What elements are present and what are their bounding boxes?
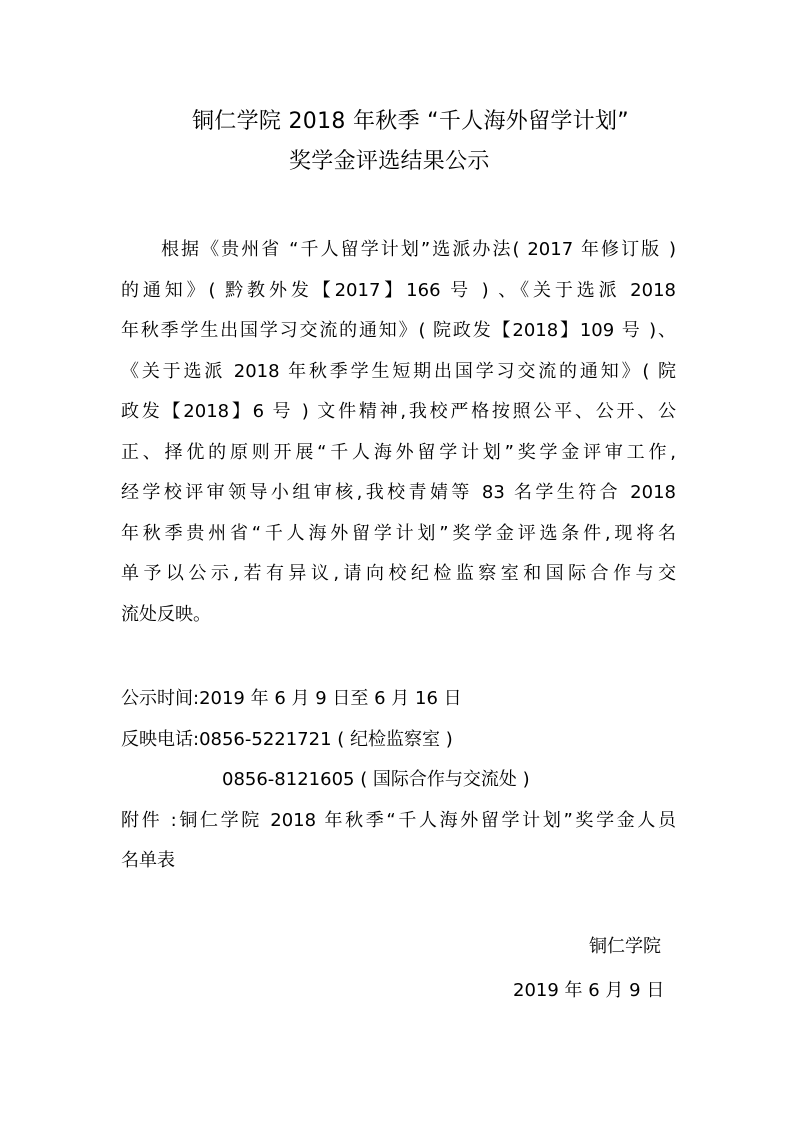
title-line-2: 奖学金评选结果公示 [289, 149, 490, 174]
body-line-2: 的通知》( 黔教外发【2017】166 号 ) 、《关于选派 2018 [121, 279, 676, 301]
body-paragraph [121, 230, 676, 635]
body-line-5: 政发【2018】6 号 ) 文件精神,我校严格按照公平、公开、公 [121, 401, 676, 422]
signature-date: 2019 年 6 月 9 日 [513, 980, 665, 1001]
contact-phone-2: 0856-8121605 ( 国际合作与交流处 ) [222, 769, 530, 790]
body-line-4: 《关于选派 2018 年秋季学生短期出国学习交流的通知》( 院 [121, 360, 676, 382]
signature-org: 铜仁学院 [589, 936, 661, 957]
contact-phone-1: 反映电话:0856-5221721 ( 纪检监察室 ) [121, 728, 453, 750]
title-line-1: 铜仁学院 2018 年秋季 “千人海外留学计划” [192, 109, 629, 134]
body-line-3: 年秋季学生出国学习交流的通知》( 院政发【2018】109 号 )、 [121, 320, 676, 341]
attachment-line-1: 附件 :铜仁学院 2018 年秋季“千人海外留学计划”奖学金人员 [121, 809, 676, 831]
body-line-8: 年秋季贵州省“千人海外留学计划”奖学金评选条件,现将名 [121, 522, 676, 544]
attachment-line-2: 名单表 [121, 850, 175, 871]
notice-info [121, 679, 681, 882]
body-line-1: 根据《贵州省 “千人留学计划”选派办法( 2017 年修订版 ) [161, 239, 676, 260]
body-line-10: 流处反映。 [121, 603, 211, 625]
publicity-period: 公示时间:2019 年 6 月 9 日至 6 月 16 日 [121, 688, 462, 709]
body-line-9: 单予以公示,若有异议,请向校纪检监察室和国际合作与交 [121, 563, 676, 584]
body-line-7: 经学校评审领导小组审核,我校青婧等 83 名学生符合 2018 [121, 482, 676, 503]
body-line-6: 正、择优的原则开展“千人海外留学计划”奖学金评审工作, [121, 441, 676, 463]
